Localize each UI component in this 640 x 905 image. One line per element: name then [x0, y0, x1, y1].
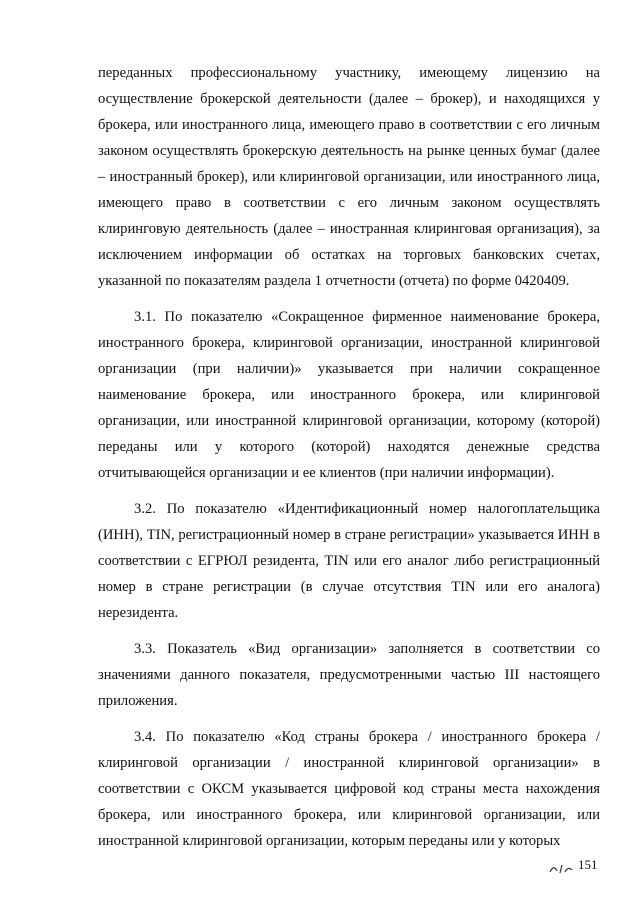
paragraph-3-1: 3.1. По показателю «Сокращенное фирменное наименование брокера, иностранного брокера, клиринговой организации, иностранной клиринговой организации (при наличии)» указывается при наличии сокращенное наименование брокера, или иностранного брокера, или клиринговой организации, или иностранной клиринговой организации, которому (которой) переданы или у которого (которой) находятся денежные средства отчитывающейся организации и ее клиентов (при наличии информации).	[98, 309, 600, 481]
handwritten-mark-icon	[548, 860, 576, 876]
page-number: 151	[578, 857, 598, 872]
paragraph-intro: переданных профессиональному участнику, имеющему лицензию на осуществление брокерской деятельности (далее – брокер), и находящихся у брокера, или иностранного лица, имеющего право в соответствии с его личным законом осуществлять брокерскую деятельность на рынке ценных бумаг (далее – иностранный брокер), или клиринговой организации, или иностранного лица, имеющего право в соответствии с его личным законом осуществлять клиринговую деятельность (далее – иностранная клиринговая организация), за исключением информации об остатках на торговых банковских счетах, указанной по показателям раздела 1 отчетности (отчета) по форме 0420409.	[98, 65, 600, 289]
document-body	[98, 60, 600, 854]
paragraph-3-2: 3.2. По показателю «Идентификационный номер налогоплательщика (ИНН), TIN, регистрационный номер в стране регистрации» указывается ИНН в соответствии с ЕГРЮЛ резидента, TIN или его аналог либо регистрационный номер в стране регистрации (в случае отсутствия TIN или его аналога) нерезидента.	[98, 501, 600, 621]
paragraph-3-3: 3.3. Показатель «Вид организации» заполняется в соответствии со значениями данного показателя, предусмотренными частью III настоящего приложения.	[98, 641, 600, 709]
paragraph-3-4: 3.4. По показателю «Код страны брокера / иностранного брокера / клиринговой организации / иностранной клиринговой организации» в соответствии с ОКСМ указывается цифровой код страны места нахождения брокера, или иностранного брокера, или клиринговой организации, или иностранной клиринговой организации, которым переданы или у которых	[98, 729, 600, 849]
